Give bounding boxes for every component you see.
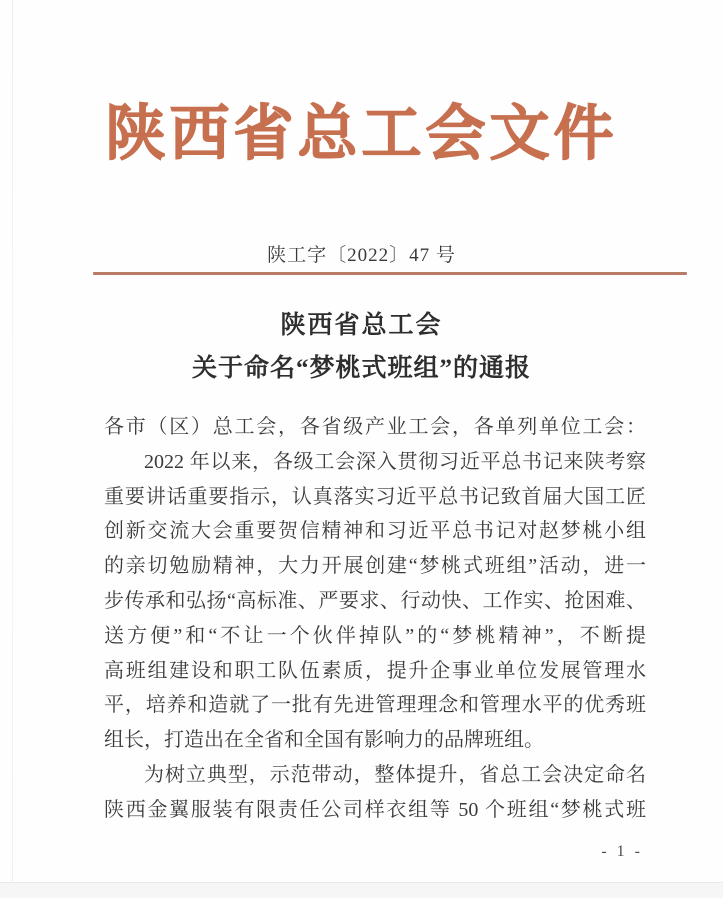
body-line: 2022 年以来，各级工会深入贯彻习近平总书记来陕考察 [144,450,646,473]
body-line: 高班组建设和职工队伍素质，提升企事业单位发展管理水 [104,659,646,682]
body-line: 为树立典型，示范带动，整体提升，省总工会决定命名 [144,763,646,786]
body-line: 陕西金翼服装有限责任公司样衣组等 50 个班组“梦桃式班 [104,798,646,821]
body-line: 组长，打造出在全省和全国有影响力的品牌班组。 [104,729,544,752]
document-title-line2: 关于命名“梦桃式班组”的通报 [191,355,531,382]
red-divider-line [93,272,687,275]
scan-edge-bottom [0,882,723,898]
document-title-line1: 陕西省总工会 [280,312,443,339]
document-header-title: 陕西省总工会文件 [105,101,618,167]
body-line: 步传承和弘扬“高标准、严要求、行动快、工作实、抢困难、 [104,589,646,612]
body-line: 重要讲话重要指示，认真落实习近平总书记致首届大国工匠 [104,485,646,508]
body-line: 平，培养和造就了一批有先进管理理念和管理水平的优秀班 [104,694,646,717]
document-number: 陕工字〔2022〕47 号 [267,245,456,266]
body-line: 创新交流大会重要贺信精神和习近平总书记对赵梦桃小组 [104,520,646,543]
body-line: 送方便”和“不让一个伙伴掉队”的“梦桃精神”，不断提 [104,624,646,647]
body-line: 的亲切勉励精神，大力开展创建“梦桃式班组”活动，进一 [104,555,646,578]
document-title [0,305,723,384]
document-body [104,410,646,828]
body-line: 各市（区）总工会，各省级产业工会，各单列单位工会： [104,416,646,438]
page-number: - 1 - [601,843,643,860]
